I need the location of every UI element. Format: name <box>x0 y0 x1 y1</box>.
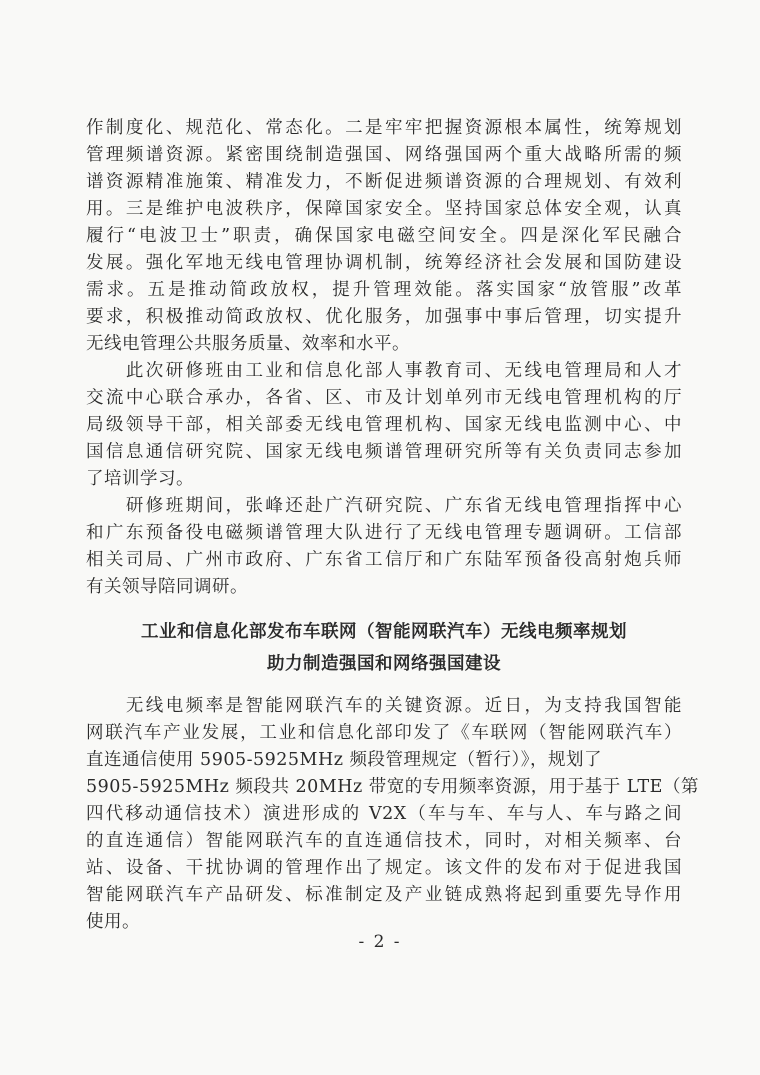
heading-line-1: 工业和信息化部发布车联网（智能网联汽车）无线电频率规划 <box>141 622 627 642</box>
text-line: 无线电管理公共服务质量、效率和水平。 <box>86 334 410 354</box>
text-line: 站、设备、干扰协调的管理作出了规定。该文件的发布对于促进我国 <box>86 858 682 878</box>
text-line: 履行“电波卫士”职责，确保国家电磁空间安全。四是深化军民融合 <box>86 226 682 246</box>
text-line: 此次研修班由工业和信息化部人事教育司、无线电管理局和人才 <box>86 361 682 381</box>
text-line: 网联汽车产业发展，工业和信息化部印发了《车联网（智能网联汽车） <box>86 723 682 743</box>
document-body <box>86 115 699 936</box>
text-line: 相关司局、广州市政府、广东省工信厅和广东陆军预备役高射炮兵师 <box>86 550 682 570</box>
text-line: 需求。五是推动简政放权，提升管理效能。落实国家“放管服”改革 <box>86 280 682 300</box>
text-line: 的直连通信）智能网联汽车的直连通信技术，同时，对相关频率、台 <box>86 831 682 851</box>
text-line: 四代移动通信技术）演进形成的 V2X（车与车、车与人、车与路之间 <box>86 804 682 824</box>
paragraph-1 <box>86 115 682 358</box>
text-line: 和广东预备役电磁频谱管理大队进行了无线电管理专题调研。工信部 <box>86 523 682 543</box>
text-line: 研修班期间，张峰还赴广汽研究院、广东省无线电管理指挥中心 <box>86 496 682 516</box>
text-line: 有关领导陪同调研。 <box>86 577 248 597</box>
text-line: 作制度化、规范化、常态化。二是牢牢把握资源根本属性，统筹规划 <box>86 118 682 138</box>
text-line: 使用。 <box>86 912 140 932</box>
text-line: 国信息通信研究院、国家无线电频谱管理研究所等有关负责同志参加 <box>86 442 682 462</box>
text-line: 谱资源精准施策、精准发力，不断促进频谱资源的合理规划、有效利 <box>86 172 682 192</box>
text-line: 无线电频率是智能网联汽车的关键资源。近日，为支持我国智能 <box>86 696 682 716</box>
section-heading <box>86 616 682 680</box>
text-line: 5905-5925MHz 频段共 20MHz 带宽的专用频率资源，用于基于 LTE（第 <box>86 777 699 797</box>
paragraph-3 <box>86 493 682 601</box>
heading-line-2: 助力制造强国和网络强国建设 <box>267 654 501 674</box>
paragraph-4 <box>86 693 699 936</box>
text-line: 局级领导干部，相关部委无线电管理机构、国家无线电监测中心、中 <box>86 415 682 435</box>
text-line: 了培训学习。 <box>86 469 194 489</box>
text-line: 直连通信使用 5905-5925MHz 频段管理规定（暂行）》，规划了 <box>86 750 603 770</box>
text-line: 要求，积极推动简政放权、优化服务，加强事中事后管理，切实提升 <box>86 307 682 327</box>
page-number: - 2 - <box>358 932 402 952</box>
text-line: 智能网联汽车产品研发、标准制定及产业链成熟将起到重要先导作用 <box>86 885 682 905</box>
text-line: 用。三是维护电波秩序，保障国家安全。坚持国家总体安全观，认真 <box>86 199 682 219</box>
paragraph-2 <box>86 358 682 493</box>
text-line: 管理频谱资源。紧密围绕制造强国、网络强国两个重大战略所需的频 <box>86 145 682 165</box>
text-line: 发展。强化军地无线电管理协调机制，统筹经济社会发展和国防建设 <box>86 253 682 273</box>
text-line: 交流中心联合承办，各省、区、市及计划单列市无线电管理机构的厅 <box>86 388 682 408</box>
